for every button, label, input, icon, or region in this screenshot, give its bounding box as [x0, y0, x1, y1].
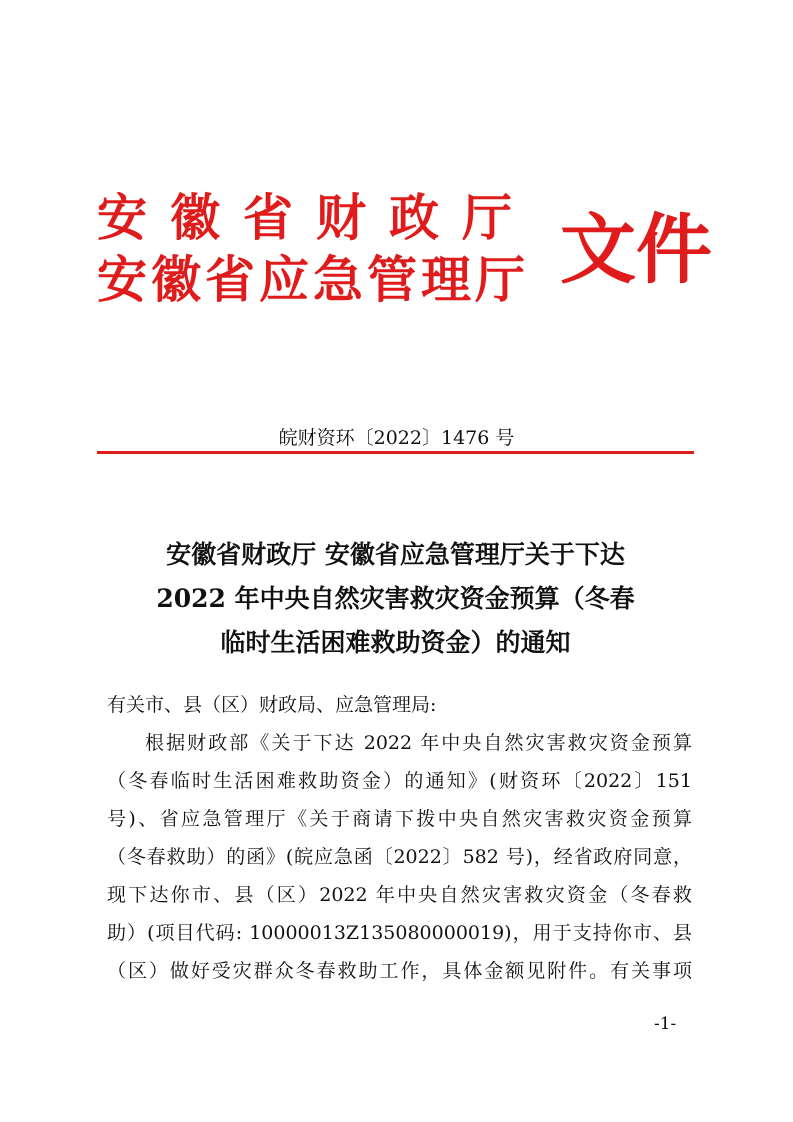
document-number: 皖财资环〔2022〕1476 号 — [278, 427, 515, 449]
body-line: （区）做好受灾群众冬春救助工作，具体金额见附件。有关事项 — [107, 960, 692, 982]
title-line: 2022 年中央自然灾害救灾资金预算（冬春 — [156, 584, 635, 613]
page-number: -1- — [654, 1014, 677, 1034]
red-divider — [97, 451, 694, 454]
issuer-finance-dept: 安徽省财政厅 — [97, 188, 535, 247]
title-line: 安徽省财政厅 安徽省应急管理厅关于下达 — [166, 540, 625, 569]
body-line: 助）(项目代码: 10000013Z135080000019)，用于支持你市、县 — [107, 922, 692, 944]
body-line: 号)、省应急管理厅《关于商请下拨中央自然灾害救灾资金预算 — [107, 808, 692, 830]
title-line: 临时生活困难救助资金）的通知 — [220, 628, 571, 657]
document-title — [97, 533, 694, 665]
body-line: 现下达你市、县（区）2022 年中央自然灾害救灾资金（冬春救 — [107, 884, 692, 906]
body-line: 根据财政部《关于下达 2022 年中央自然灾害救灾资金预算 — [145, 732, 692, 754]
issuer-emergency-dept: 安徽省应急管理厅 — [97, 250, 529, 309]
document-body — [107, 686, 692, 990]
masthead-suffix: 文件 — [560, 205, 712, 294]
body-line: （冬春临时生活困难救助资金）的通知》(财资环〔2022〕151 — [107, 770, 692, 792]
addressee: 有关市、县（区）财政局、应急管理局: — [107, 694, 437, 716]
body-line: （冬春救助）的函》(皖应急函〔2022〕582 号)，经省政府同意， — [107, 846, 692, 868]
